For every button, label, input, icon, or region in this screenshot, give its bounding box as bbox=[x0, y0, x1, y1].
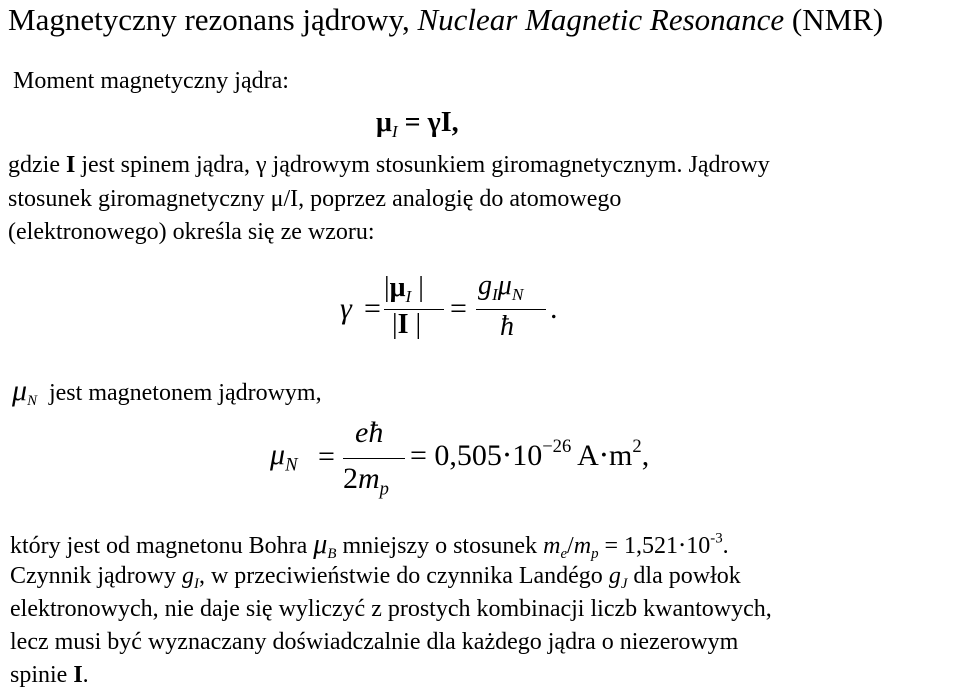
p2-mp-sub: p bbox=[591, 546, 599, 563]
mun-mu: μ bbox=[12, 374, 28, 407]
eq2-equals-2: = bbox=[450, 292, 467, 325]
fraction-bar bbox=[343, 458, 405, 459]
eq3-mu bbox=[270, 438, 297, 477]
paragraph-2-line-5 bbox=[10, 662, 89, 689]
eq2-num-2 bbox=[478, 270, 523, 305]
eq2-mu: μ bbox=[497, 270, 512, 301]
eq3-unit-exp: 2 bbox=[632, 436, 642, 457]
p2-text: spinie bbox=[10, 662, 74, 688]
p2-me: m bbox=[543, 533, 561, 559]
title-english: Nuclear Magnetic Resonance bbox=[417, 2, 785, 37]
eq3-den bbox=[343, 462, 389, 501]
eq3-den-sub: p bbox=[379, 478, 389, 500]
eq1-rhs: = γI, bbox=[397, 107, 459, 138]
eq3-num: eħ bbox=[355, 416, 384, 449]
eq3-val: = 0,505⋅10 bbox=[410, 439, 543, 473]
title-polish: Magnetyczny rezonans jądrowy, bbox=[8, 2, 418, 37]
page-title bbox=[8, 2, 883, 38]
eq2-num-sub: I bbox=[405, 287, 412, 307]
p2-text: Czynnik jądrowy bbox=[10, 563, 182, 589]
eq3-equals: = bbox=[318, 440, 335, 473]
p2-text: dla powłok bbox=[627, 563, 741, 589]
spin-symbol: I bbox=[73, 662, 83, 688]
equation-magnetic-moment bbox=[376, 107, 459, 142]
nuclear-magneton-line bbox=[12, 374, 322, 410]
para1-text: jest spinem jądra, γ jądrowym stosunkiem giromagnetycznym. Jądrowy bbox=[75, 152, 770, 178]
paragraph-1-line-1 bbox=[8, 152, 770, 179]
eq3-comma: , bbox=[641, 439, 650, 473]
para1-text: gdzie bbox=[8, 152, 66, 178]
p2-mp: m bbox=[573, 533, 592, 559]
p2-period: . bbox=[82, 662, 89, 688]
p2-me-sub: e bbox=[560, 546, 568, 563]
eq2-den-2: ħ bbox=[500, 311, 514, 342]
paragraph-2-line-3: elektronowych, nie daje się wyliczyć z prostych kombinacji liczb kwantowych, bbox=[10, 596, 772, 622]
paragraph-2-line-1 bbox=[10, 529, 729, 563]
eq3-exp: −26 bbox=[542, 436, 572, 457]
eq3-mu-sub: N bbox=[285, 454, 298, 476]
eq2-num-mu: μ bbox=[389, 272, 406, 303]
title-abbr: (NMR) bbox=[784, 2, 884, 37]
p2-text: , w przeciwieństwie do czynnika Landégo bbox=[198, 563, 609, 589]
p2-gj-sub: J bbox=[620, 576, 628, 593]
p2-g-sub: I bbox=[193, 576, 199, 593]
eq2-g: g bbox=[478, 270, 492, 301]
paragraph-1-line-2: stosunek giromagnetyczny μ/I, poprzez analogię do atomowego bbox=[8, 186, 622, 212]
p2-mu: μ bbox=[313, 529, 328, 560]
eq2-num-1: $|\mu_I$ | bbox=[384, 272, 424, 307]
mun-text: jest magnetonem jądrowym, bbox=[48, 380, 322, 406]
eq2-gamma: γ bbox=[340, 292, 352, 325]
eq2-den-I: I bbox=[397, 309, 409, 340]
eq3-den-m: m bbox=[358, 462, 380, 495]
eq3-mu-symbol: μ bbox=[270, 438, 286, 471]
eq2-mu-sub: N bbox=[511, 285, 524, 305]
p2-g: g bbox=[181, 563, 194, 589]
eq2-g-sub: I bbox=[492, 285, 498, 305]
p2-text: mniejszy o stosunek bbox=[336, 533, 544, 559]
eq3-value bbox=[410, 436, 649, 473]
intro-text: Moment magnetyczny jądra: bbox=[13, 68, 289, 94]
paragraph-2-line-2 bbox=[10, 563, 741, 593]
paragraph-1-line-3: (elektronowego) określa się ze wzoru: bbox=[8, 219, 375, 245]
eq1-sub: I bbox=[391, 122, 398, 142]
eq2-den-1: |I | bbox=[392, 309, 422, 340]
eq2-equals-1: = bbox=[364, 292, 381, 325]
eq3-unit: A⋅m bbox=[571, 439, 633, 473]
p2-period: . bbox=[722, 533, 729, 559]
eq2-period: . bbox=[550, 292, 558, 325]
p2-text: który jest od magnetonu Bohra bbox=[10, 533, 314, 559]
paragraph-2-line-4: lecz musi być wyznaczany doświadczalnie dla każdego jądra o niezerowym bbox=[10, 629, 739, 655]
mun-sub: N bbox=[27, 393, 37, 410]
p2-ratio: = 1,521⋅10 bbox=[598, 533, 711, 559]
eq3-den-2: 2 bbox=[343, 462, 358, 495]
p2-exp: -3 bbox=[710, 530, 723, 547]
spin-symbol: I bbox=[65, 152, 76, 178]
p2-gj: g bbox=[608, 563, 621, 589]
p2-mu-sub: B bbox=[327, 546, 337, 563]
eq1-mu: μ bbox=[376, 107, 392, 138]
p2-slash: / bbox=[567, 533, 574, 559]
